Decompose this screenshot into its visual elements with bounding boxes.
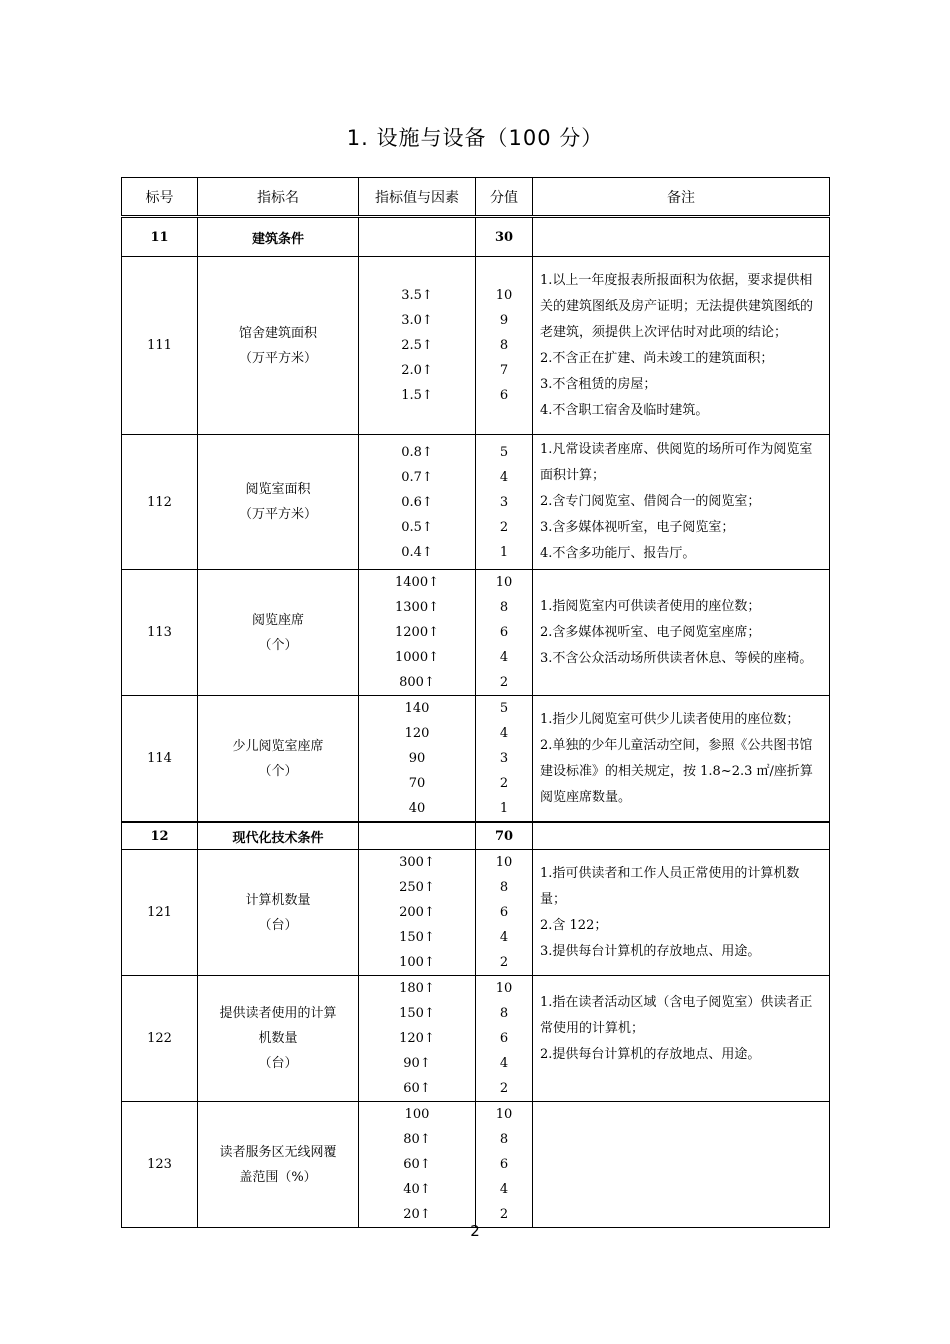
table-row-123 — [122, 1102, 830, 1228]
row-notes: 1.凡常设读者座席、供阅览的场所可作为阅览室面积计算； 2.含专门阅览室、借阅合一的阅览室； 3.含多媒体视听室，电子阅览室； 4.不含多功能厅、报告厅。 — [533, 435, 830, 570]
section-name: 建筑条件 — [198, 217, 359, 257]
section-name: 现代化技术条件 — [198, 822, 359, 850]
section-code: 12 — [122, 822, 198, 850]
row-notes — [533, 1102, 830, 1228]
row-values: 3.5↑ 3.0↑ 2.5↑ 2.0↑ 1.5↑ — [359, 257, 476, 435]
row-notes: 1.指在读者活动区域（含电子阅览室）供读者正常使用的计算机； 2.提供每台计算机的存放地点、用途。 — [533, 976, 830, 1102]
row-name: 阅览座席 （个） — [198, 570, 359, 696]
header-notes: 备注 — [533, 178, 830, 217]
row-values: 180↑ 150↑ 120↑ 90↑ 60↑ — [359, 976, 476, 1102]
row-notes: 1.指可供读者和工作人员正常使用的计算机数量； 2.含 122； 3.提供每台计算机的存放地点、用途。 — [533, 850, 830, 976]
row-scores: 10 8 6 4 2 — [476, 850, 533, 976]
section-code: 11 — [122, 217, 198, 257]
row-code: 123 — [122, 1102, 198, 1228]
header-name: 指标名 — [198, 178, 359, 217]
header-score: 分值 — [476, 178, 533, 217]
table-row-114 — [122, 696, 830, 823]
row-scores: 10 8 6 4 2 — [476, 976, 533, 1102]
row-code: 112 — [122, 435, 198, 570]
row-notes: 1.以上一年度报表所报面积为依据，要求提供相关的建筑图纸及房产证明；无法提供建筑图纸的老建筑，须提供上次评估时对此项的结论； 2.不含正在扩建、尚未竣工的建筑面积； 3.不含租赁的房屋； 4.不含职工宿舍及临时建筑。 — [533, 257, 830, 435]
header-code: 标号 — [122, 178, 198, 217]
row-values: 300↑ 250↑ 200↑ 150↑ 100↑ — [359, 850, 476, 976]
row-name: 读者服务区无线网覆 盖范围（%） — [198, 1102, 359, 1228]
row-name: 阅览室面积 （万平方米） — [198, 435, 359, 570]
page-title: 1. 设施与设备（100 分） — [346, 126, 604, 150]
section-score: 70 — [476, 822, 533, 850]
row-code: 111 — [122, 257, 198, 435]
row-values: 0.8↑ 0.7↑ 0.6↑ 0.5↑ 0.4↑ — [359, 435, 476, 570]
section-row-12 — [122, 822, 830, 850]
row-scores: 10 9 8 7 6 — [476, 257, 533, 435]
table-row-122 — [122, 976, 830, 1102]
row-code: 114 — [122, 696, 198, 823]
row-notes: 1.指少儿阅览室可供少儿读者使用的座位数； 2.单独的少年儿童活动空间，参照《公共图书馆建设标准》的相关规定，按 1.8~2.3 ㎡/座折算阅览座席数量。 — [533, 696, 830, 823]
row-code: 121 — [122, 850, 198, 976]
table-row-112 — [122, 435, 830, 570]
row-scores: 10 8 6 4 2 — [476, 1102, 533, 1228]
row-scores: 10 8 6 4 2 — [476, 570, 533, 696]
indicator-table — [121, 177, 830, 1228]
header-values: 指标值与因素 — [359, 178, 476, 217]
row-name: 少儿阅览室座席 （个） — [198, 696, 359, 823]
row-code: 113 — [122, 570, 198, 696]
section-score: 30 — [476, 217, 533, 257]
row-notes: 1.指阅览室内可供读者使用的座位数； 2.含多媒体视听室、电子阅览室座席； 3.不含公众活动场所供读者休息、等候的座椅。 — [533, 570, 830, 696]
row-code: 122 — [122, 976, 198, 1102]
row-scores: 5 4 3 2 1 — [476, 435, 533, 570]
table-header-row — [122, 178, 830, 217]
section-row-11 — [122, 217, 830, 257]
table-row-121 — [122, 850, 830, 976]
table-row-113 — [122, 570, 830, 696]
row-values: 140 120 90 70 40 — [359, 696, 476, 823]
row-name: 计算机数量 （台） — [198, 850, 359, 976]
row-name: 提供读者使用的计算 机数量 （台） — [198, 976, 359, 1102]
row-values: 1400↑ 1300↑ 1200↑ 1000↑ 800↑ — [359, 570, 476, 696]
row-values: 100 80↑ 60↑ 40↑ 20↑ — [359, 1102, 476, 1228]
table-row-111 — [122, 257, 830, 435]
page-number: 2 — [470, 1222, 480, 1240]
row-scores: 5 4 3 2 1 — [476, 696, 533, 823]
row-name: 馆舍建筑面积 （万平方米） — [198, 257, 359, 435]
